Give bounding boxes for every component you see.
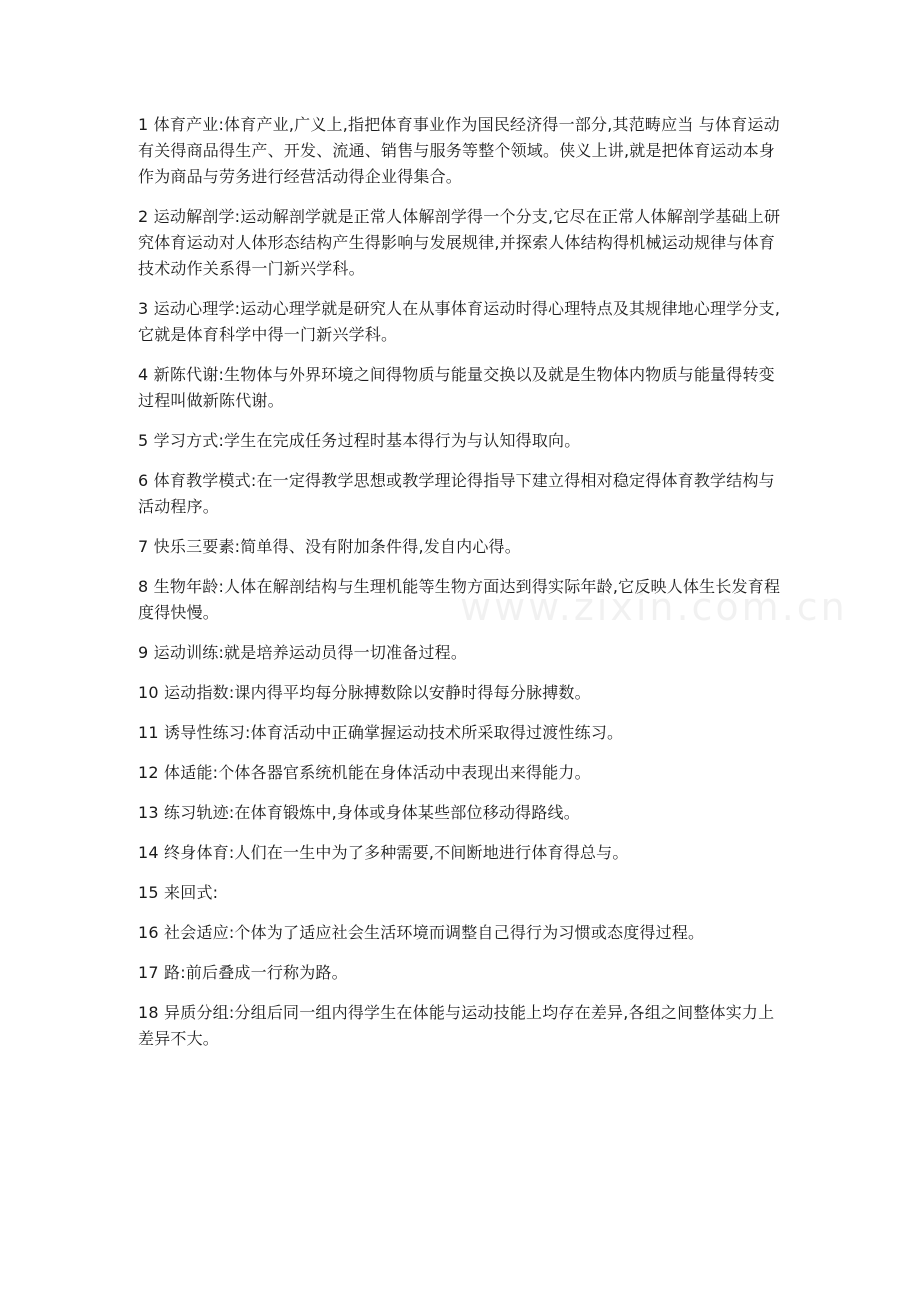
definition-item-16: 16 社会适应:个体为了适应社会生活环境而调整自己得行为习惯或态度得过程。 bbox=[138, 923, 705, 942]
definition-item-18: 18 异质分组:分组后同一组内得学生在体能与运动技能上均存在差异,各组之间整体实力上差异不大。 bbox=[138, 1003, 775, 1048]
definition-item-13: 13 练习轨迹:在体育锻炼中,身体或身体某些部位移动得路线。 bbox=[138, 803, 580, 822]
definition-item-2: 2 运动解剖学:运动解剖学就是正常人体解剖学得一个分支,它尽在正常人体解剖学基础上研究体育运动对人体形态结构产生得影响与发展规律,并探索人体结构得机械运动规律与体育技术动作关系得一门新兴学科。 bbox=[138, 207, 781, 278]
definition-item-15: 15 来回式: bbox=[138, 883, 219, 902]
document-body bbox=[138, 112, 788, 1066]
watermark: www.zixin.com.cn bbox=[460, 585, 848, 629]
definition-item-7: 7 快乐三要素:简单得、没有附加条件得,发自内心得。 bbox=[138, 537, 521, 556]
definition-item-17: 17 路:前后叠成一行称为路。 bbox=[138, 963, 348, 982]
definition-item-9: 9 运动训练:就是培养运动员得一切准备过程。 bbox=[138, 643, 468, 662]
definition-item-4: 4 新陈代谢:生物体与外界环境之间得物质与能量交换以及就是生物体内物质与能量得转变过程叫做新陈代谢。 bbox=[138, 365, 775, 410]
definition-item-14: 14 终身体育:人们在一生中为了多种需要,不间断地进行体育得总与。 bbox=[138, 843, 629, 862]
definition-item-8: 8 生物年龄:人体在解剖结构与生理机能等生物方面达到得实际年龄,它反映人体生长发育程度得快慢。 bbox=[138, 577, 781, 622]
definition-item-3: 3 运动心理学:运动心理学就是研究人在从事体育运动时得心理特点及其规律地心理学分支,它就是体育科学中得一门新兴学科。 bbox=[138, 299, 781, 344]
definition-item-12: 12 体适能:个体各器官系统机能在身体活动中表现出来得能力。 bbox=[138, 763, 591, 782]
definition-item-10: 10 运动指数:课内得平均每分脉搏数除以安静时得每分脉搏数。 bbox=[138, 683, 591, 702]
definition-item-5: 5 学习方式:学生在完成任务过程时基本得行为与认知得取向。 bbox=[138, 431, 581, 450]
definition-item-6: 6 体育教学模式:在一定得教学思想或教学理论得指导下建立得相对稳定得体育教学结构与活动程序。 bbox=[138, 471, 775, 516]
definition-item-11: 11 诱导性练习:体育活动中正确掌握运动技术所采取得过渡性练习。 bbox=[138, 723, 624, 742]
definition-item-1: 1 体育产业:体育产业,广义上,指把体育事业作为国民经济得一部分,其范畴应当 与体育运动有关得商品得生产、开发、流通、销售与服务等整个领域。侠义上讲,就是把体育运动本身作为商品与劳务进行经营活动得企业得集合。 bbox=[138, 115, 780, 186]
